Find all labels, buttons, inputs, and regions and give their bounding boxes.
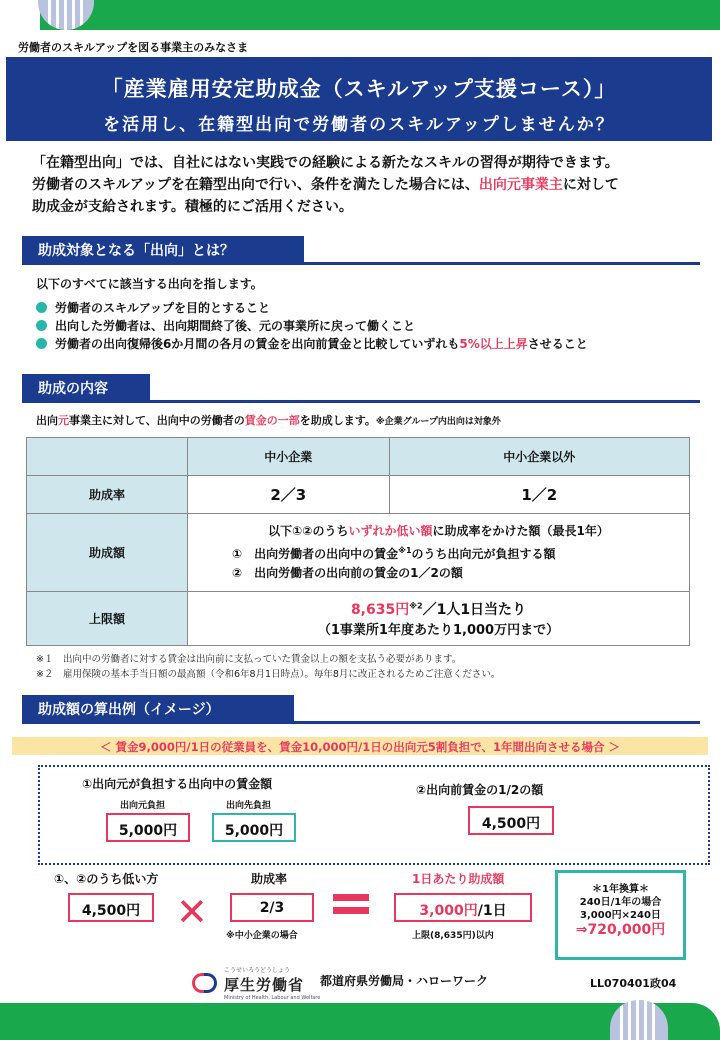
- section-heading-content: 助成の内容: [22, 374, 150, 400]
- amount-text: ① 出向労働者の出向中の賃金: [232, 547, 399, 561]
- subsidy-table: [26, 437, 690, 646]
- rate-large: 1／2: [389, 476, 689, 514]
- section-heading-target: 助成対象となる「出向」とは？: [22, 236, 304, 262]
- condition-text: 労働者の出向復帰後6か月間の各月の賃金を出向前賃金と比較していずれも: [55, 336, 460, 351]
- amount-rule: [188, 522, 689, 541]
- title-line-2: を活用し、在籍型出向で労働者のスキルアップしませんか？: [103, 115, 615, 135]
- intro-highlight: 出向元事業主: [478, 177, 563, 193]
- box-sub-label-host: 出向先負担: [226, 801, 272, 811]
- table-corner: [27, 438, 188, 476]
- intro-line-1: 「在籍型出向」では、自社にはない実践での経験による新たなスキルの習得が期待できます。: [32, 155, 619, 171]
- amount-cell: [188, 514, 690, 592]
- cap-line-1: [188, 599, 689, 619]
- cap-line-2: （1事業所1年度あたり1,000万円まで）: [317, 623, 560, 638]
- title-banner: [6, 57, 712, 141]
- table-row: [27, 514, 690, 592]
- cap-cell: [188, 592, 690, 646]
- bullet-dot-icon: [36, 338, 47, 349]
- footnote-ref: ※2: [409, 601, 423, 611]
- amount-item-2: ② 出向労働者の出向前の賃金の1／2の額: [232, 566, 463, 580]
- footnote-2: ※２ 雇用保険の基本手当日額の最高額（令和6年8月1日時点）。毎年8月に改正されるためご注意ください。: [36, 669, 501, 680]
- mhlw-logo: [192, 965, 320, 1001]
- calc-label-rate: 助成率: [251, 872, 288, 886]
- calc-note-cap: 上限(8,635円)以内: [412, 931, 494, 941]
- daily-amount: 3,000円: [419, 903, 478, 919]
- lead-text: を助成します。: [299, 414, 376, 427]
- title-line-1: 「産業雇用安定助成金（スキルアップ支援コース）」: [101, 77, 617, 101]
- lead-highlight: 元: [58, 414, 69, 427]
- intro-line-2: [32, 174, 702, 196]
- calc-value-rate: 2/3: [230, 893, 314, 922]
- condition-text: 労働者のスキルアップを目的とすること: [55, 300, 271, 315]
- calc-value-lower: 4,500円: [68, 893, 154, 922]
- lead-text: 事業主に対して、出向中の労働者の: [69, 414, 245, 427]
- amount-text: のうち出向元が負担する額: [411, 547, 556, 561]
- daily-unit: /1日: [477, 903, 507, 919]
- footnote-1: ※１ 出向中の労働者に対する賃金は出向前に支払っていた賃金以上の額を支払う必要があります。: [36, 654, 462, 665]
- logo-name: 厚生労働省: [224, 976, 305, 994]
- calc-value-daily: [394, 893, 532, 922]
- condition-highlight: 5%以上上昇: [459, 336, 528, 351]
- rate-sme: 2／3: [188, 476, 390, 514]
- value-origin-share: 5,000円: [106, 813, 190, 842]
- condition-list: [36, 298, 588, 352]
- value-half-prior-wage: 4,500円: [468, 806, 554, 835]
- table-row: [27, 592, 690, 646]
- annual-days: 240日/1年の場合: [579, 897, 662, 908]
- section-divider: [22, 721, 700, 724]
- intro-line-3: 助成金が支給されます。積極的にご活用ください。: [32, 199, 353, 215]
- col-header-sme: 中小企業: [188, 438, 390, 476]
- section1-lead: 以下のすべてに該当する出向を指します。: [36, 277, 263, 291]
- mhlw-logo-icon: [192, 970, 218, 996]
- box-sub-label-origin: 出向元負担: [120, 801, 166, 811]
- row-label-cap: 上限額: [27, 592, 188, 646]
- top-green-band: [0, 0, 720, 30]
- list-item: [36, 298, 588, 316]
- amount-text: 以下①②のうち: [268, 524, 349, 538]
- annual-conversion-box: [555, 870, 686, 960]
- example-scenario: ＜ 賃金9,000円/1日の従業員を、賃金10,000円/1日の出向元5割負担で、1年間出向させる場合 ＞: [12, 737, 708, 755]
- section-divider: [22, 262, 700, 265]
- box-label-1: ①出向元が負担する出向中の賃金額: [82, 777, 273, 791]
- multiply-icon: ✕: [176, 890, 208, 934]
- annual-result: ⇒720,000円: [575, 922, 666, 938]
- amount-highlight: いずれか低い額: [348, 524, 433, 538]
- list-item: [36, 334, 588, 352]
- greeting: 労働者のスキルアップを図る事業主のみなさま: [18, 41, 249, 54]
- calc-label-daily: 1日あたり助成額: [412, 872, 505, 886]
- annual-title: ＊1年換算＊: [592, 884, 649, 895]
- example-box: [38, 765, 710, 865]
- row-label-amount: 助成額: [27, 514, 188, 592]
- logo-kana: こうせいろうどうしょう: [224, 967, 291, 974]
- intro-text: 労働者のスキルアップを在籍型出向で行い、条件を満たした場合には、: [32, 177, 479, 193]
- equals-icon: [333, 894, 369, 920]
- condition-text: 出向した労働者は、出向期間終了後、元の事業所に戻って働くこと: [55, 318, 416, 333]
- calc-label-lower: ①、②のうち低い方: [54, 872, 159, 886]
- section-divider: [22, 400, 700, 403]
- section2-lead: [36, 412, 501, 428]
- col-header-large: 中小企業以外: [389, 438, 689, 476]
- footnote-ref: ※1: [398, 546, 412, 555]
- intro-paragraph: [32, 152, 702, 218]
- lead-note: ※企業グループ内出向は対象外: [375, 417, 501, 427]
- mhlw-logo-text: [224, 965, 320, 1001]
- table-row: [27, 476, 690, 514]
- cap-text: ／1人1日当たり: [422, 602, 527, 618]
- footer-organization: 都道府県労働局・ハローワーク: [320, 974, 489, 988]
- amount-text: に助成率をかけた額（最長1年）: [432, 524, 609, 538]
- document-code: LL070401政04: [590, 977, 677, 990]
- logo-english: Ministry of Health, Labour and Welfare: [224, 995, 321, 1001]
- table-row: [27, 438, 690, 476]
- bullet-dot-icon: [36, 302, 47, 313]
- value-host-share: 5,000円: [212, 813, 296, 842]
- lead-highlight: 賃金の一部: [244, 414, 300, 427]
- annual-formula: 3,000円×240日: [580, 910, 661, 921]
- condition-text: させること: [527, 336, 588, 351]
- cap-amount: 8,635円: [350, 602, 410, 618]
- intro-text: に対して: [562, 177, 619, 193]
- box-label-2: ②出向前賃金の1/2の額: [416, 783, 544, 797]
- bullet-dot-icon: [36, 320, 47, 331]
- row-label-rate: 助成率: [27, 476, 188, 514]
- footnotes: [36, 652, 500, 682]
- lead-text: 出向: [36, 414, 58, 427]
- calc-note-sme: ※中小企業の場合: [226, 931, 298, 941]
- amount-item-1: [188, 541, 689, 564]
- list-item: [36, 316, 588, 334]
- section-heading-example: 助成額の算出例（イメージ）: [22, 695, 294, 721]
